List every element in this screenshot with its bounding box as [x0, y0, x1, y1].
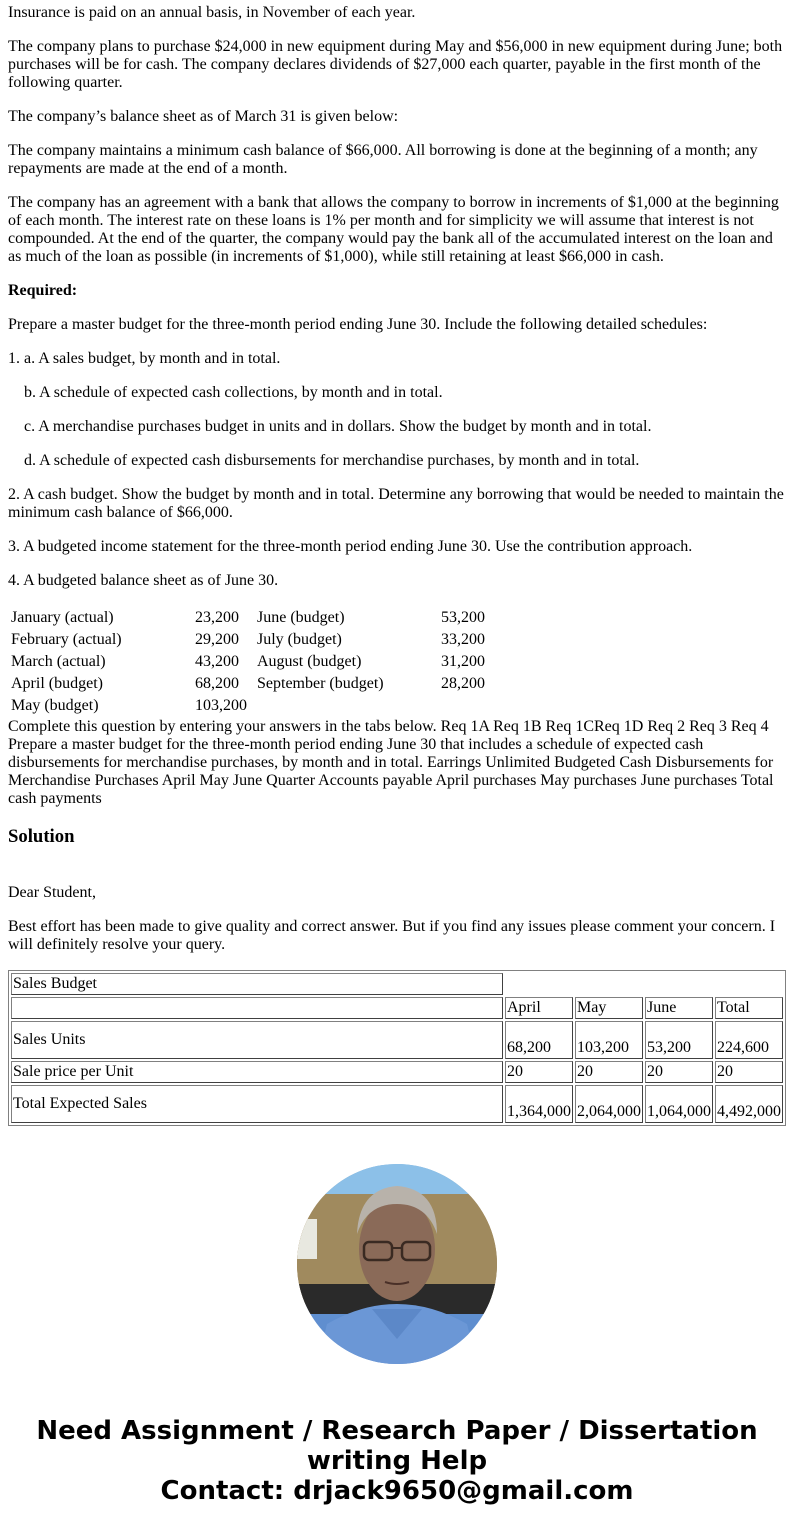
promo-contact[interactable]: Contact: drjack9650@gmail.com	[160, 1476, 634, 1506]
month-value: 33,200	[441, 631, 485, 648]
month-value: 29,200	[195, 631, 239, 648]
paragraph-minimum-cash: The company maintains a minimum cash balance of $66,000. All borrowing is done at the beginning of a month; any repayments are made at the end of a month.	[8, 142, 758, 177]
required-label: Required:	[8, 282, 78, 299]
required-heading	[8, 282, 786, 300]
table-row	[10, 652, 490, 672]
question-text: Complete this question by entering your answers in the tabs below. Req 1A Req 1B Req 1CReq 1D Req 2 Req 3 Req 4 Prepare a master budget for the three-month period ending June 30 that includes a schedule of expected cash disbursements for merchandise purchases, by month and in total. Earrings Unlimited Budgeted Cash Disbursements for Merchandise Purchases April May June Quarter Accounts payable April purchases May purchases June purchases Total cash payments	[8, 718, 774, 807]
month-value: 53,200	[441, 609, 485, 626]
month-label: June (budget)	[257, 609, 345, 626]
table-title: Sales Budget	[11, 973, 503, 995]
month-value: 103,200	[195, 697, 247, 714]
month-label: February (actual)	[11, 631, 122, 648]
month-label: July (budget)	[257, 631, 342, 648]
promo-banner	[8, 1416, 786, 1506]
empty-header-cell	[11, 997, 503, 1019]
requirement-3: 3. A budgeted income statement for the three-month period ending June 30. Use the contribution approach.	[8, 538, 693, 555]
cell-value: 1,064,000	[645, 1085, 713, 1123]
paragraph-bank-agreement: The company has an agreement with a bank that allows the company to borrow in increments of $1,000 at the beginning of each month. The interest rate on these loans is 1% per month and for simplicity we will assume that interest is not compounded. At the end of the quarter, the company would pay the bank all of the accumulated interest on the loan and as much of the loan as possible (in increments of $1,000), while still retaining at least $66,000 in cash.	[8, 194, 779, 265]
month-label: September (budget)	[257, 675, 384, 692]
cell-value: 20	[505, 1061, 573, 1083]
spacer	[8, 848, 786, 884]
avatar	[297, 1164, 497, 1364]
solution-note: Best effort has been made to give quality and correct answer. But if you find any issues please comment your concern. I will definitely resolve your query.	[8, 918, 776, 953]
cell-value: 2,064,000	[575, 1085, 643, 1123]
cell-value: 20	[715, 1061, 783, 1083]
cell-value: 4,492,000	[715, 1085, 783, 1123]
row-label: Sale price per Unit	[11, 1061, 503, 1083]
month-value: 68,200	[195, 675, 239, 692]
cell-value: 103,200	[575, 1021, 643, 1059]
month-value: 43,200	[195, 653, 239, 670]
solution-heading: Solution	[8, 826, 75, 847]
paragraph-equipment-dividends: The company plans to purchase $24,000 in new equipment during May and $56,000 in new equipment during June; both purchases will be for cash. The company declares dividends of $27,000 each quarter, payable in the first month of the following quarter.	[8, 38, 783, 91]
table-title-row	[11, 973, 783, 995]
table-row	[11, 1085, 783, 1123]
month-label: May (budget)	[11, 697, 99, 714]
paragraph-insurance: Insurance is paid on an annual basis, in November of each year.	[8, 4, 416, 21]
table-header-row	[11, 997, 783, 1019]
month-label: March (actual)	[11, 653, 106, 670]
portrait-image	[297, 1164, 497, 1364]
column-header: April	[505, 997, 573, 1019]
table-row	[10, 696, 490, 716]
month-value: 23,200	[195, 609, 239, 626]
requirement-1a: 1. a. A sales budget, by month and in total.	[8, 350, 281, 367]
monthly-sales-table	[8, 606, 492, 718]
column-header: June	[645, 997, 713, 1019]
solution-greeting: Dear Student,	[8, 884, 96, 901]
month-label: April (budget)	[11, 675, 103, 692]
promo-headline: Need Assignment / Research Paper / Dissertation writing Help	[36, 1416, 758, 1476]
month-value: 31,200	[441, 653, 485, 670]
table-row	[10, 608, 490, 628]
month-value: 28,200	[441, 675, 485, 692]
cell-value: 20	[575, 1061, 643, 1083]
empty-cell	[505, 973, 783, 995]
requirement-4: 4. A budgeted balance sheet as of June 30.	[8, 572, 279, 589]
table-row	[11, 1021, 783, 1059]
cell-value: 53,200	[645, 1021, 713, 1059]
cell-value: 1,364,000	[505, 1085, 573, 1123]
row-label: Total Expected Sales	[11, 1085, 503, 1123]
sales-budget-table	[8, 970, 786, 1126]
cell-value: 224,600	[715, 1021, 783, 1059]
table-row	[11, 1061, 783, 1083]
month-label: January (actual)	[11, 609, 114, 626]
requirement-1d: d. A schedule of expected cash disbursements for merchandise purchases, by month and in total.	[24, 452, 640, 469]
month-label: August (budget)	[257, 653, 362, 670]
month-value	[440, 696, 490, 716]
required-intro: Prepare a master budget for the three-month period ending June 30. Include the following detailed schedules:	[8, 316, 708, 333]
requirement-1c: c. A merchandise purchases budget in units and in dollars. Show the budget by month and in total.	[24, 418, 652, 435]
column-header: May	[575, 997, 643, 1019]
avatar-container	[8, 1164, 786, 1364]
column-header: Total	[715, 997, 783, 1019]
document-page	[0, 4, 794, 1506]
cell-value: 20	[645, 1061, 713, 1083]
paragraph-balance-sheet-intro: The company’s balance sheet as of March 31 is given below:	[8, 108, 399, 125]
requirement-2: 2. A cash budget. Show the budget by month and in total. Determine any borrowing that would be needed to maintain the minimum cash balance of $66,000.	[8, 486, 784, 521]
cell-value: 68,200	[505, 1021, 573, 1059]
requirement-1b: b. A schedule of expected cash collections, by month and in total.	[24, 384, 443, 401]
row-label: Sales Units	[11, 1021, 503, 1059]
table-row	[10, 630, 490, 650]
table-row	[10, 674, 490, 694]
month-label	[256, 696, 438, 716]
